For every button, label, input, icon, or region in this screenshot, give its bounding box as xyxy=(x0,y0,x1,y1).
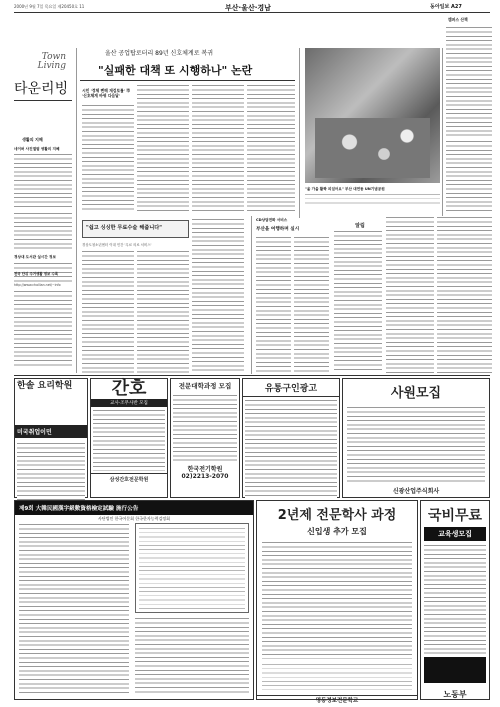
ad-free-org: 노동부 xyxy=(443,690,467,699)
town-living-rule xyxy=(14,100,72,101)
masthead-rule xyxy=(14,12,490,13)
town-living-en-1: Town xyxy=(41,52,66,62)
main-headline-rule xyxy=(80,80,295,81)
consult-label: CD상담전화 서비스 xyxy=(256,218,288,222)
ad-cooking-school[interactable] xyxy=(14,378,88,498)
ad-nursing[interactable] xyxy=(90,378,168,498)
town-living-logo xyxy=(14,52,66,71)
ad-nursing-school: 삼성간호전문학원 xyxy=(91,473,167,483)
town-living-item2: 경상대 도서관 실시간 정보 xyxy=(14,255,56,259)
column-divider-1 xyxy=(76,48,77,373)
town-living-sub1: 생활의 지혜 xyxy=(22,137,43,142)
ad-tech-school-name: 한국전기학원 xyxy=(187,466,223,473)
main-subheadline: 시민 '정체 뻔해 재검토를' 市 '신호체계 바꿔 다음달' xyxy=(82,88,131,98)
town-living-en-2: Living xyxy=(37,61,66,71)
ad-free-training[interactable] xyxy=(420,500,490,700)
tour-text-1 xyxy=(334,230,382,373)
side-col-1 xyxy=(82,250,134,373)
town-living-title: 타운리빙 xyxy=(14,81,69,97)
right-col-text xyxy=(446,26,492,136)
side-col-3 xyxy=(192,218,244,373)
ad-hanja-exam[interactable] xyxy=(14,500,254,700)
section-title: 부산·울산·경남 xyxy=(225,4,271,12)
town-living-item1: 네이버 사진앨범 생활의 지혜 xyxy=(14,147,60,151)
consult-text-2 xyxy=(294,236,329,373)
tour-text-2 xyxy=(386,216,434,373)
paper-name: 동아일보 A27 xyxy=(430,4,462,10)
ad-nursing-sub: 교사·조무사반 모집 xyxy=(91,399,167,407)
ad-college-sub: 신입생 추가 모집 xyxy=(307,527,367,536)
main-col-4 xyxy=(247,84,295,212)
ad-exam-org: 사단법인 한국어문회 한국한자능력검정회 xyxy=(97,516,171,521)
side-article-sub: 경상도청소년센터 이대 민간 '무료 의료 서비스' xyxy=(82,243,152,247)
main-headline: "실패한 대책 또 시행하나" 논란 xyxy=(98,64,253,77)
town-living-text-1b xyxy=(14,212,72,250)
ad-job-title: 유통구인광고 xyxy=(243,379,339,397)
town-living-item3: 전국 단위 주거생활 정보 수록 xyxy=(14,272,59,276)
ad-college-title: 2년제 전문학사 과정 xyxy=(277,508,397,523)
ad-job-ad[interactable] xyxy=(242,378,340,498)
ad-recruit-company: 신광산업주식회사 xyxy=(392,488,440,495)
ad-recruit[interactable] xyxy=(342,378,490,498)
main-col-3 xyxy=(192,84,244,212)
ad-tech-phone: 02)2213-2070 xyxy=(181,473,229,480)
ad-cooking-title: 한솔 요리학원 xyxy=(17,381,73,391)
side-article-title: "쉽고 싱싱한 무료수술 해줍니다" xyxy=(86,225,162,231)
town-living-text-1 xyxy=(14,153,72,208)
photo-caption: "올 가을 활짝 피었어요" 부산 대연동 UN기념공원 xyxy=(305,187,385,191)
ad-exam-title: 제9회 大韓民國漢字級數資格檢定試驗 施行公告 xyxy=(15,501,253,515)
ad-tech-title: 전문대학과정 모집 xyxy=(178,382,232,390)
town-living-url[interactable]: http://www.chollian.net/~info xyxy=(14,283,61,287)
issue-meta: 2000년 9월 7일 목요일 제20450호 11 xyxy=(14,4,85,9)
ad-tech-school[interactable] xyxy=(170,378,240,498)
column-divider-2 xyxy=(251,216,252,374)
tour-notice-title: 알림 xyxy=(355,223,365,229)
ad-free-sub: 교육생모집 xyxy=(424,527,486,541)
ads-top-rule xyxy=(14,375,490,376)
right-col-text-2 xyxy=(446,140,492,212)
flower-photo xyxy=(305,48,440,183)
photo-caption-text xyxy=(305,193,440,205)
side-col-2 xyxy=(137,250,189,373)
consult-text-1 xyxy=(256,236,291,373)
consult-title: 부산을 여행하며 실시 xyxy=(256,227,300,232)
right-column-label: 캠퍼스 산책 xyxy=(448,17,468,22)
ad-college[interactable] xyxy=(256,500,418,704)
ad-recruit-title: 사원모집 xyxy=(390,386,442,401)
main-kicker: 울산 공업탑로터리 89년 신호체계로 복귀 xyxy=(105,50,214,57)
ad-nursing-title: 간호 xyxy=(111,378,147,399)
main-col-1 xyxy=(82,104,134,212)
right-col-text-3 xyxy=(437,216,492,373)
town-living-text-3 xyxy=(14,290,72,368)
ad-college-name: 명동정보전문학교 xyxy=(257,695,417,704)
column-divider-3 xyxy=(299,48,300,218)
ad-free-title: 국비무료 xyxy=(427,508,483,524)
ad-cooking-sub: 미국취업이민 xyxy=(15,425,87,438)
main-col-2 xyxy=(137,84,189,212)
